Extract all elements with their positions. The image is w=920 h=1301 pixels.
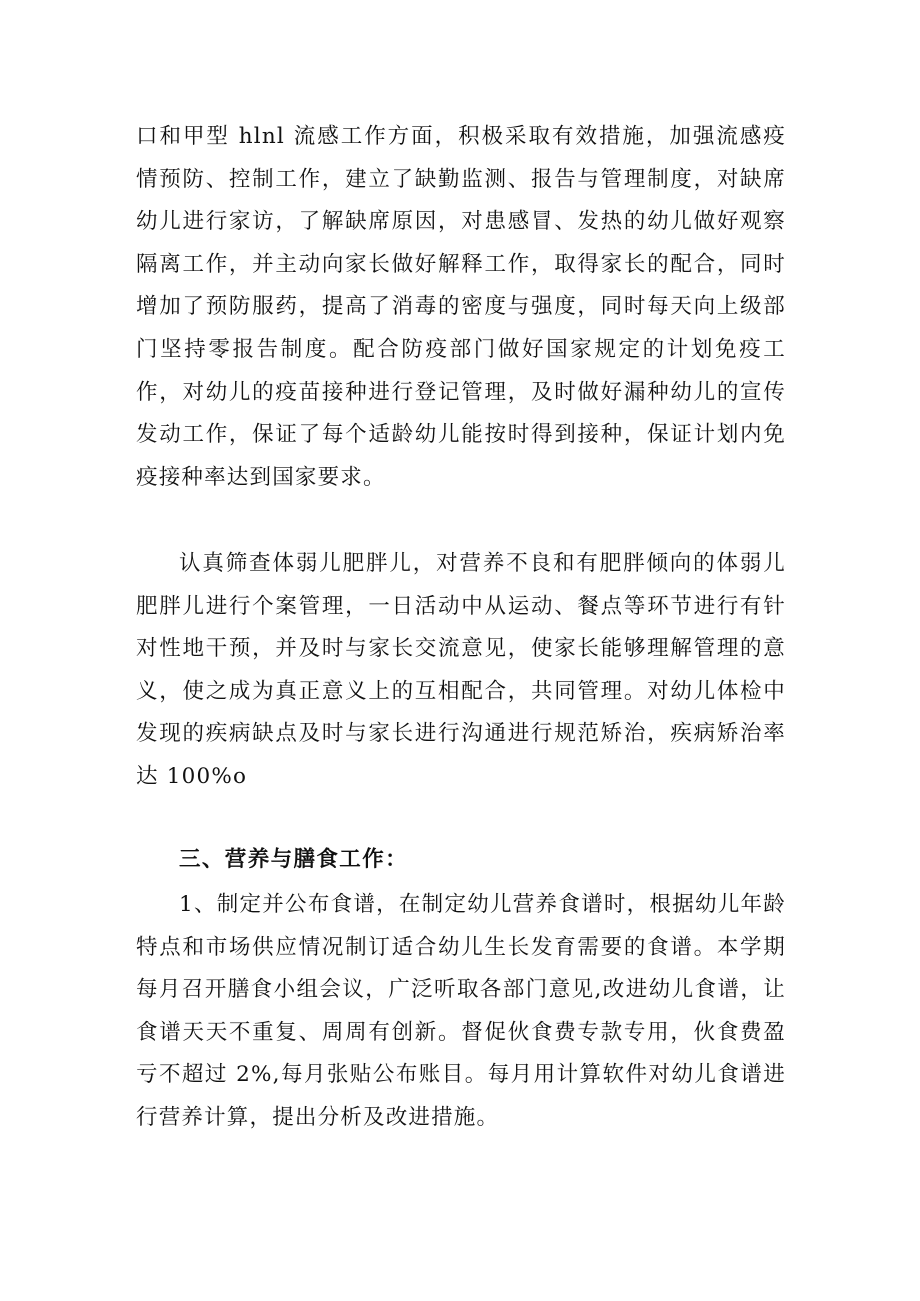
paragraph-epidemic-prevention: 口和甲型 hlnl 流感工作方面，积极采取有效措施，加强流感疫情预防、控制工作，建立了缺勤监测、报告与管理制度，对缺席幼儿进行家访，了解缺席原因，对患感冒、发热的幼儿做好观察隔离工作，并主动向家长做好解释工作，取得家长的配合，同时增加了预防服药，提高了消毒的密度与强度，同时每天向上级部门坚持零报告制度。配合防疫部门做好国家规定的计划免疫工作，对幼儿的疫苗接种进行登记管理，及时做好漏种幼儿的宣传发动工作，保证了每个适龄幼儿能按时得到接种，保证计划内免疫接种率达到国家要求。 — [136, 124, 786, 490]
paragraph-menu-planning: 1、制定并公布食谱，在制定幼儿营养食谱时，根据幼儿年龄特点和市场供应情况制订适合幼儿生长发育需要的食谱。本学期每月召开膳食小组会议，广泛听取各部门意见,改进幼儿食谱，让食谱天天不重复、周周有创新。督促伙食费专款专用，伙食费盈亏不超过 2%,每月张贴公布账目。每月用计算软件对幼儿食谱进行营养计算，提出分析及改进措施。 — [136, 892, 786, 1130]
section-heading-nutrition: 三、营养与膳食工作： — [179, 847, 409, 872]
paragraph-weak-obese-children: 认真筛查体弱儿肥胖儿，对营养不良和有肥胖倾向的体弱儿肥胖儿进行个案管理，一日活动中从运动、餐点等环节进行有针对性地干预，并及时与家长交流意见，使家长能够理解管理的意义，使之成为真正意义上的互相配合，共同管理。对幼儿体检中发现的疾病缺点及时与家长进行沟通进行规范矫治，疾病矫治率达 100%o — [136, 551, 786, 789]
